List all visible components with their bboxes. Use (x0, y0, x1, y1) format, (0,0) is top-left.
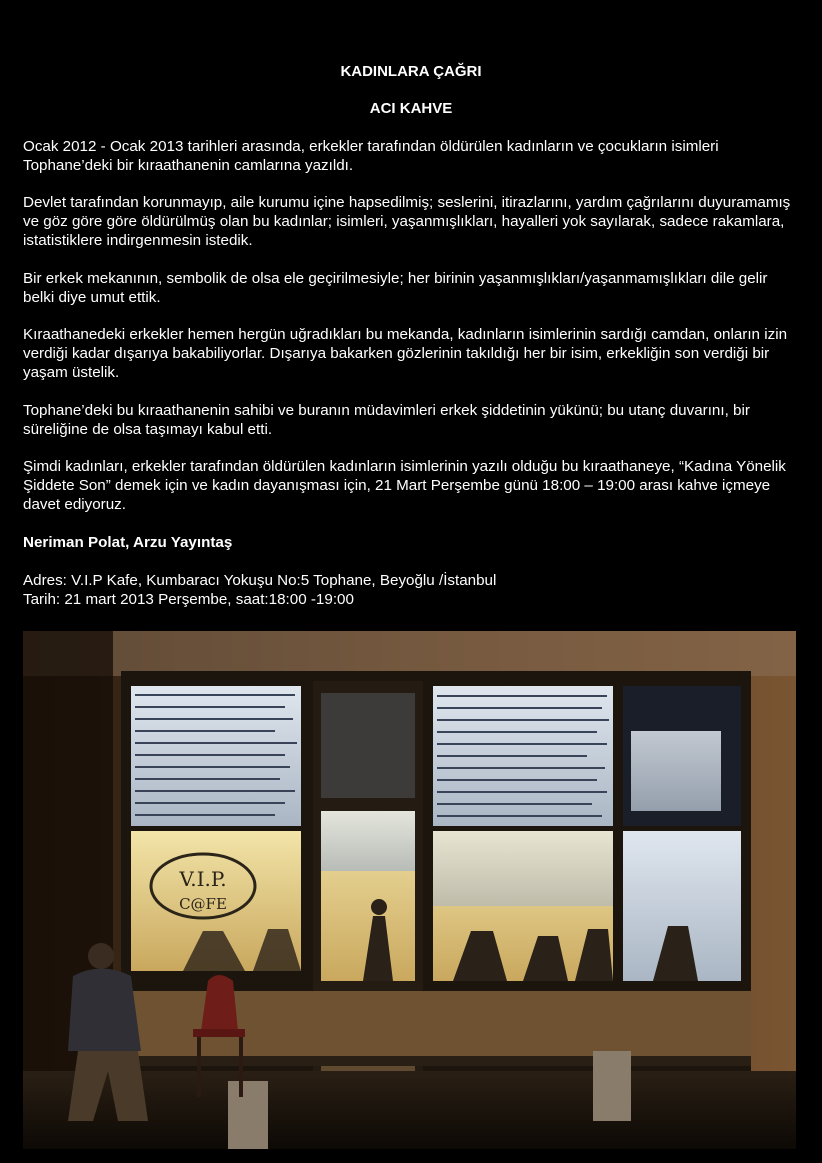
date-line: Tarih: 21 mart 2013 Perşembe, saat:18:00 -19:00 (23, 591, 354, 608)
paragraph: Tophane’deki bu kıraathanenin sahibi ve buranın müdavimleri erkek şiddetinin yükünü; bu utanç duvarını, bir süreliğine de olsa taşımayı kabul etti. (23, 402, 750, 438)
bollard (228, 1081, 268, 1149)
cafe-sign-line-1: V.I.P. (179, 867, 227, 891)
address-line: Adres: V.I.P Kafe, Kumbaracı Yokuşu No:5 Tophane, Beyoğlu /İstanbul (23, 572, 497, 589)
paragraph: Ocak 2012 - Ocak 2013 tarihleri arasında, erkekler tarafından öldürülen kadınların ve çocukların isimleri Tophane’deki bir kıraathanenin camlarına yazıldı. (23, 138, 719, 174)
cafe-sign-line-2: C@FE (179, 895, 227, 913)
paragraph: Bir erkek mekanının, sembolik de olsa ele geçirilmesiyle; her birinin yaşanmışlıkları/yaşanmamışlıkları dile gelir belki diye umut ettik. (23, 270, 768, 306)
document-subtitle: ACI KAHVE (369, 100, 453, 117)
document-title: KADINLARA ÇAĞRI (340, 63, 482, 80)
paragraph: Devlet tarafından korunmayıp, aile kurumu içine hapsedilmiş; seslerini, itirazlarını, yardım çağrılarını duyuramamış ve göz göre göre öldürülmüş olan bu kadınlar; isimleri, yaşanmışlıkları, hayalleri yok sayılarak, sadece rakamlara, istatistiklere indirgenmesin istedik. (23, 194, 791, 249)
paragraph: Şimdi kadınları, erkekler tarafından öldürülen kadınların isimlerinin yazılı olduğu bu kıraathaneye, “Kadına Yönelik Şiddete Son” demek için ve kadın dayanışması için, 21 Mart Perşembe günü 18:00 – 19:00 arası kahve içmeye davet ediyoruz. (23, 458, 786, 513)
door-upper-glass (321, 693, 415, 798)
awning (23, 631, 796, 676)
paragraph: Kıraathanedeki erkekler hemen hergün uğradıkları bu mekanda, kadınların isimlerinin sardığı camdan, onların izin verdiği kadar dışarıya bakabiliyorlar. Dışarıya bakarken gözlerinin takıldığı her bir isim, erkekliğin son verdiği bir yaşam üstelik. (23, 326, 788, 381)
kiraathane-photo (23, 631, 796, 1149)
bollard (593, 1051, 631, 1121)
cafe-night-illustration (23, 631, 796, 1149)
signature: Neriman Polat, Arzu Yayıntaş (23, 534, 233, 551)
